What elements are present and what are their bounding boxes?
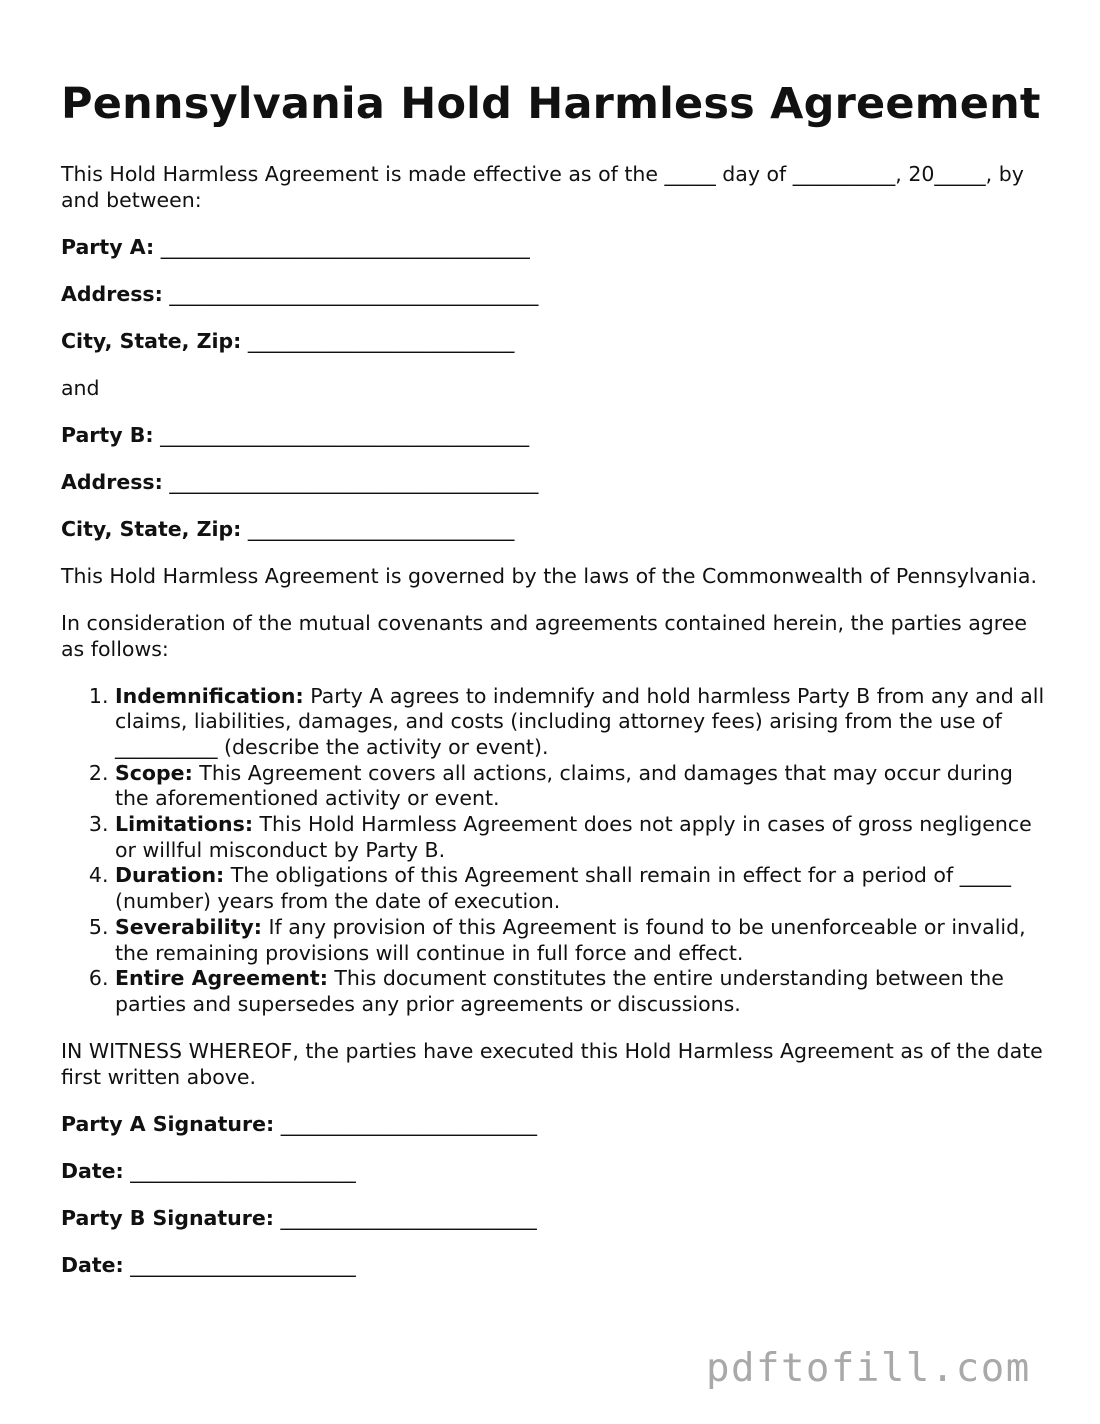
party-b-name-field [61,423,1046,449]
term-heading: Indemnification: [115,683,304,708]
party-b-date-field [61,1253,1046,1279]
party-b-signature-blank[interactable]: _________________________ [280,1206,537,1231]
term-text: This document constitutes the entire understanding between the parties and supersedes any prior agreements or discussions. [115,966,1004,1016]
and-text: and [61,376,100,400]
terms-list [61,684,1046,1018]
party-b-signature-label: Party B Signature: [61,1206,274,1231]
party-a-csz-field [61,329,1046,355]
watermark: pdftofill.com [706,1346,1031,1391]
term-item [115,966,1046,1017]
party-a-signature-label: Party A Signature: [61,1112,275,1137]
term-heading: Entire Agreement: [115,966,328,991]
document-title: Pennsylvania Hold Harmless Agreement [61,79,1041,129]
term-heading: Severability: [115,914,262,939]
party-b-address-label: Address: [61,470,163,494]
party-b-name-label: Party B: [61,423,154,447]
party-b-date-label: Date: [61,1253,124,1278]
party-a-name-label: Party A: [61,235,155,259]
party-a-signature-blank[interactable]: _________________________ [280,1112,537,1137]
term-text: Party A agrees to indemnify and hold harmless Party B from any and all claims, liabilities, damages, and costs (including attorney fees) arising from the use of __________ (describe the activity or event). [115,683,1045,759]
intro-paragraph: This Hold Harmless Agreement is made effective as of the _____ day of __________, 20_____, by and between: [61,162,1024,212]
party-b-signature-field [61,1206,1046,1232]
party-b-csz-label: City, State, Zip: [61,517,242,541]
party-b-csz-field [61,517,1046,543]
document-page [61,78,1046,1279]
party-b-csz-blank[interactable]: __________________________ [247,517,515,541]
party-a-csz-label: City, State, Zip: [61,329,242,353]
term-item [115,761,1046,812]
term-heading: Limitations: [115,812,254,837]
term-item [115,915,1046,966]
term-item [115,684,1046,761]
party-b-address-blank[interactable]: ____________________________________ [169,470,539,494]
governing-law-paragraph: This Hold Harmless Agreement is governed by the laws of the Commonwealth of Pennsylvania. [61,564,1038,588]
term-text: The obligations of this Agreement shall remain in effect for a period of _____ (number) years from the date of execution. [115,863,1011,914]
term-heading: Scope: [115,760,193,785]
party-a-address-field [61,282,1046,308]
witness-paragraph: IN WITNESS WHEREOF, the parties have executed this Hold Harmless Agreement as of the date first written above. [61,1039,1043,1089]
term-text: This Agreement covers all actions, claims, and damages that may occur during the aforementioned activity or event. [115,760,1013,811]
party-a-address-label: Address: [61,282,163,306]
term-heading: Duration: [115,863,225,888]
party-b-date-blank[interactable]: ______________________ [130,1253,356,1278]
term-text: If any provision of this Agreement is found to be unenforceable or invalid, the remaining provisions will continue in full force and effect. [115,914,1026,965]
party-a-date-field [61,1159,1046,1185]
term-item [115,863,1046,914]
party-a-csz-blank[interactable]: __________________________ [247,329,515,353]
party-b-address-field [61,470,1046,496]
party-a-signature-field [61,1112,1046,1138]
party-a-name-field [61,235,1046,261]
party-a-address-blank[interactable]: ____________________________________ [169,282,539,306]
party-b-name-blank[interactable]: ____________________________________ [160,423,530,447]
party-a-date-blank[interactable]: ______________________ [130,1159,356,1184]
term-text: This Hold Harmless Agreement does not apply in cases of gross negligence or willful misconduct by Party B. [115,812,1032,862]
party-a-name-blank[interactable]: ____________________________________ [160,235,530,259]
term-item [115,812,1046,863]
consideration-paragraph: In consideration of the mutual covenants and agreements contained herein, the parties agree as follows: [61,611,1027,661]
party-a-date-label: Date: [61,1159,124,1184]
